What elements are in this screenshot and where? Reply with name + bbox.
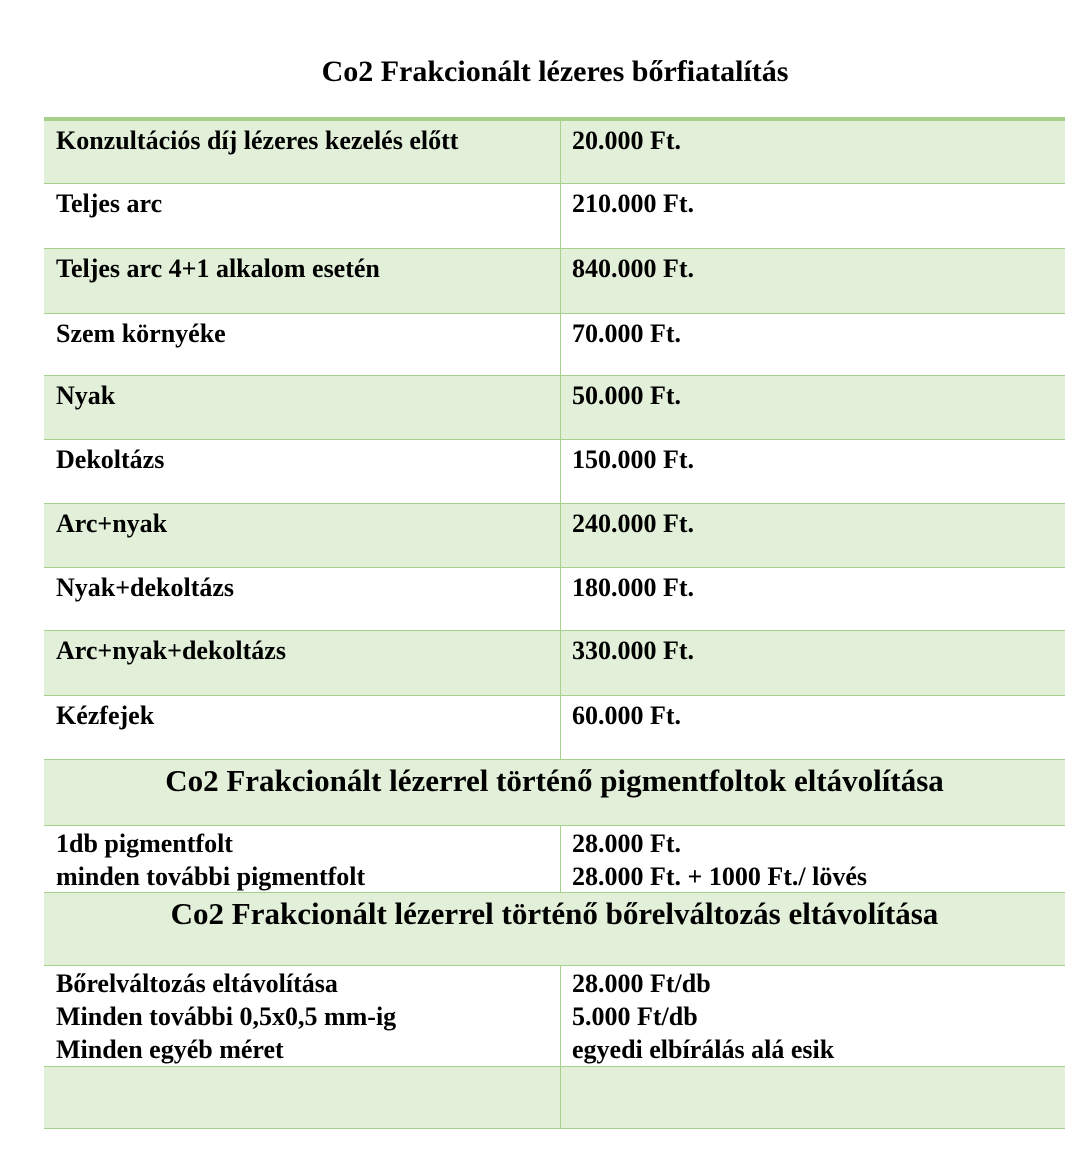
table-row xyxy=(44,631,1065,696)
pigment-price: 28.000 Ft. + 1000 Ft./ lövés xyxy=(572,862,868,891)
treatment-label: Kézfejek xyxy=(56,701,155,730)
skin-price: 5.000 Ft/db xyxy=(572,1002,698,1031)
treatment-price: 210.000 Ft. xyxy=(560,184,1065,248)
skin-price: 28.000 Ft/db xyxy=(572,969,711,998)
treatment-label: Teljes arc 4+1 alkalom esetén xyxy=(56,254,380,283)
skin-labels xyxy=(44,966,560,1066)
page-title: Co2 Frakcionált lézeres bőrfiatalítás xyxy=(321,55,789,88)
table-row xyxy=(44,184,1065,249)
skin-label: Bőrelváltozás eltávolítása xyxy=(56,969,338,998)
empty-table-row xyxy=(44,1067,1065,1129)
skin-label: Minden egyéb méret xyxy=(56,1035,284,1064)
empty-cell xyxy=(560,1067,1065,1128)
pigment-prices xyxy=(560,826,1065,892)
treatment-label: Konzultációs díj lézeres kezelés előtt xyxy=(56,126,459,155)
treatment-price: 60.000 Ft. xyxy=(560,696,1065,759)
table-row xyxy=(44,504,1065,568)
pigment-section-heading: Co2 Frakcionált lézerrel történő pigmentfoltok eltávolítása xyxy=(44,760,1065,826)
treatment-label: Szem környéke xyxy=(56,319,226,348)
table-row xyxy=(44,966,1065,1067)
table-row xyxy=(44,568,1065,631)
price-table xyxy=(44,117,1065,1129)
table-row xyxy=(44,440,1065,504)
treatment-label: Arc+nyak+dekoltázs xyxy=(56,636,286,665)
table-row xyxy=(44,314,1065,376)
empty-cell xyxy=(44,1067,560,1128)
treatment-price: 240.000 Ft. xyxy=(560,504,1065,567)
skin-price: egyedi elbírálás alá esik xyxy=(572,1035,835,1064)
treatment-label: Arc+nyak xyxy=(56,509,168,538)
skin-section-heading: Co2 Frakcionált lézerrel történő bőrelváltozás eltávolítása xyxy=(44,893,1065,966)
treatment-price: 50.000 Ft. xyxy=(560,376,1065,439)
treatment-price: 20.000 Ft. xyxy=(560,121,1065,183)
treatment-price: 840.000 Ft. xyxy=(560,249,1065,313)
table-row xyxy=(44,696,1065,760)
treatment-price: 330.000 Ft. xyxy=(560,631,1065,695)
skin-prices xyxy=(560,966,1065,1066)
treatment-label: Teljes arc xyxy=(56,189,163,218)
table-row xyxy=(44,249,1065,314)
treatment-label: Nyak xyxy=(56,381,116,410)
treatment-price: 70.000 Ft. xyxy=(560,314,1065,375)
pigment-label: minden további pigmentfolt xyxy=(56,862,366,891)
table-row xyxy=(44,376,1065,440)
pigment-price: 28.000 Ft. xyxy=(572,829,682,858)
pigment-label: 1db pigmentfolt xyxy=(56,829,233,858)
treatment-label: Nyak+dekoltázs xyxy=(56,573,235,602)
treatment-price: 180.000 Ft. xyxy=(560,568,1065,630)
skin-label: Minden további 0,5x0,5 mm-ig xyxy=(56,1002,397,1031)
treatment-price: 150.000 Ft. xyxy=(560,440,1065,503)
treatment-label: Dekoltázs xyxy=(56,445,165,474)
table-row xyxy=(44,826,1065,893)
pigment-labels xyxy=(44,826,560,892)
table-row xyxy=(44,121,1065,184)
